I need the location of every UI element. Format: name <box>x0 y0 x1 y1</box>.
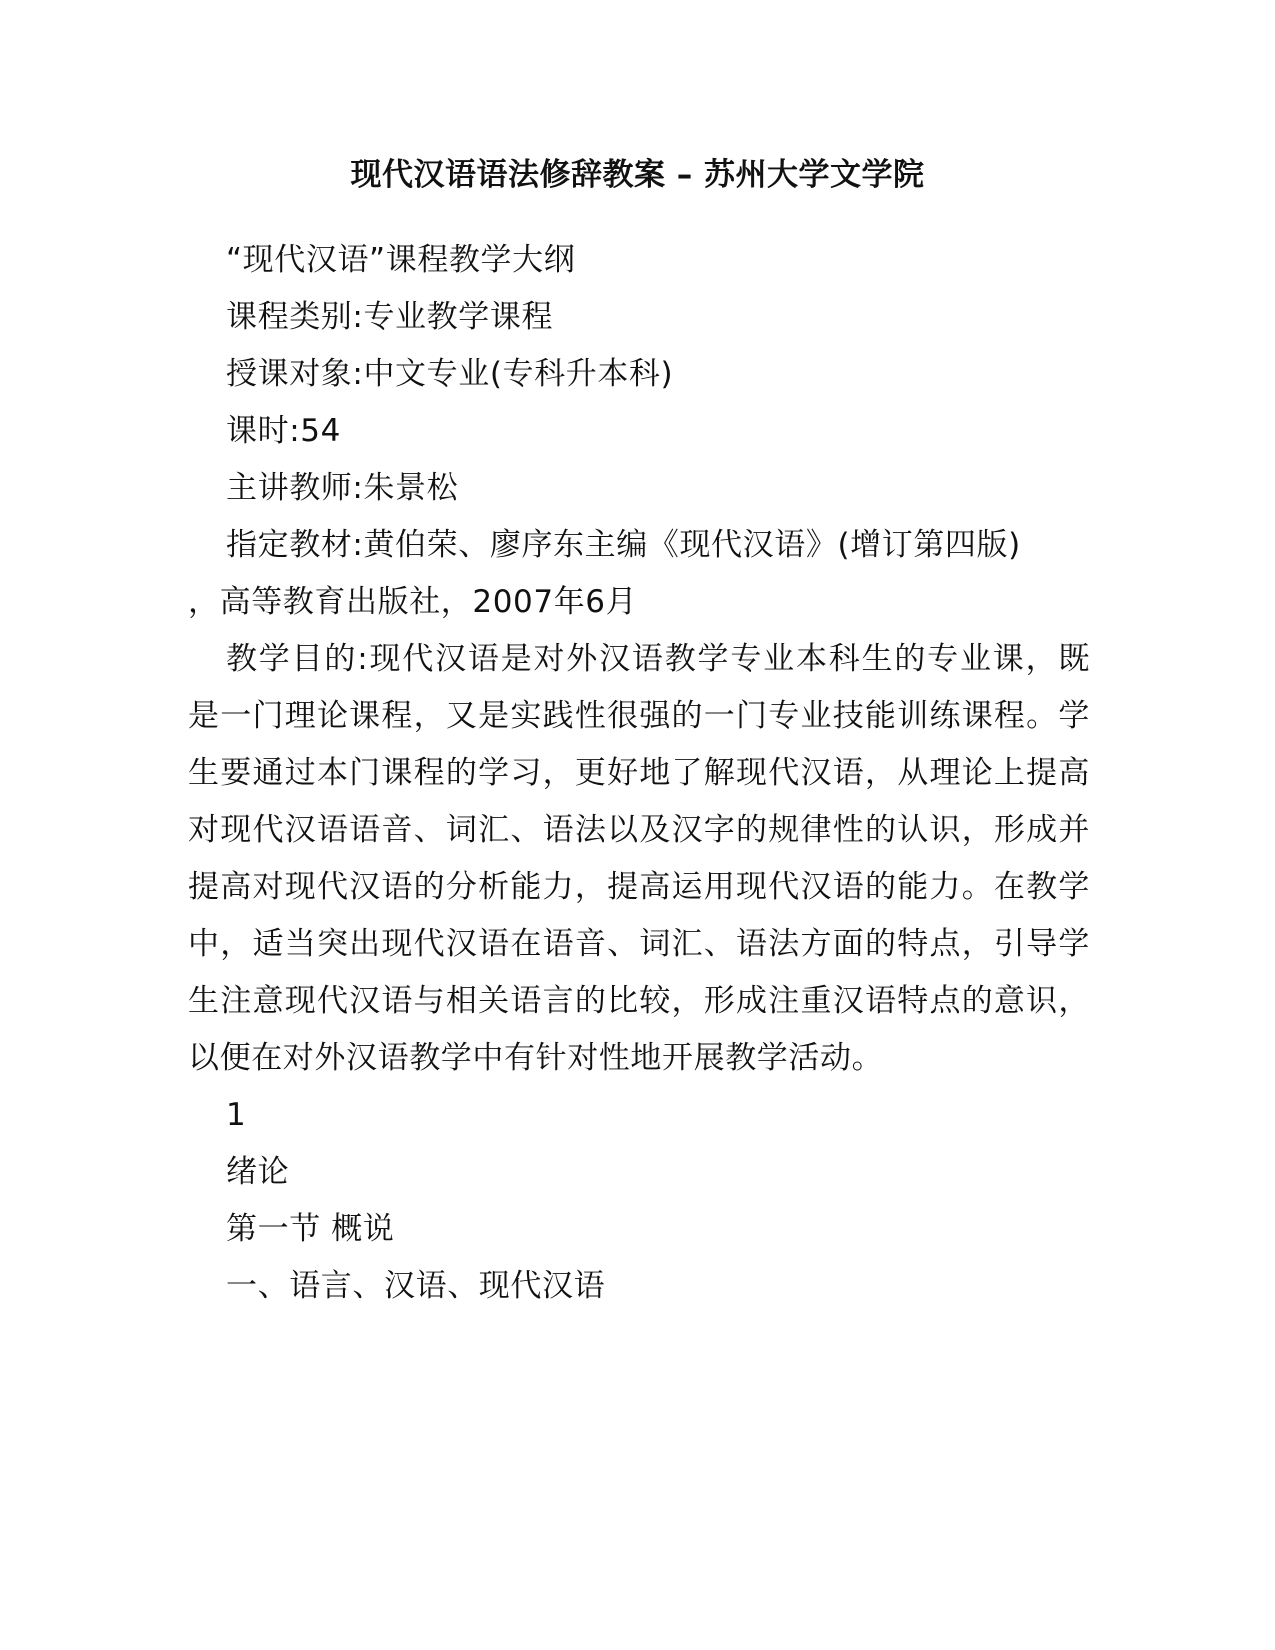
section-heading: 第一节 概说 <box>226 1211 395 1247</box>
subsection-heading: 一、语言、汉语、现代汉语 <box>226 1268 606 1304</box>
course-audience: 授课对象:中文专业(专科升本科) <box>226 356 674 392</box>
course-textbook-continuation: ，高等教育出版社，2007年6月 <box>188 584 638 620</box>
chapter-heading: 绪论 <box>226 1154 290 1190</box>
syllabus-heading: “现代汉语”课程教学大纲 <box>226 242 576 278</box>
course-category: 课程类别:专业教学课程 <box>226 299 554 335</box>
course-objective: 教学目的:现代汉语是对外汉语教学专业本科生的专业课，既是一门理论课程，又是实践性很强的一门专业技能训练课程。学生要通过本门课程的学习，更好地了解现代汉语，从理论上提高对现代汉语语音、词汇、语法以及汉字的规律性的认识，形成并提高对现代汉语的分析能力，提高运用现代汉语的能力。在教学中，适当突出现代汉语在语音、词汇、语法方面的特点，引导学生注意现代汉语与相关语言的比较，形成注重汉语特点的意识，以便在对外汉语教学中有针对性地开展教学活动。 <box>188 641 1090 1076</box>
course-textbook: 指定教材:黄伯荣、廖序东主编《现代汉语》(增订第四版) <box>226 527 1021 563</box>
page-number: 1 <box>226 1097 247 1133</box>
course-teacher: 主讲教师:朱景松 <box>226 470 459 506</box>
document-title: 现代汉语语法修辞教案 – 苏州大学文学院 <box>350 157 925 193</box>
course-hours: 课时:54 <box>226 413 341 449</box>
document-body <box>188 232 1090 1315</box>
